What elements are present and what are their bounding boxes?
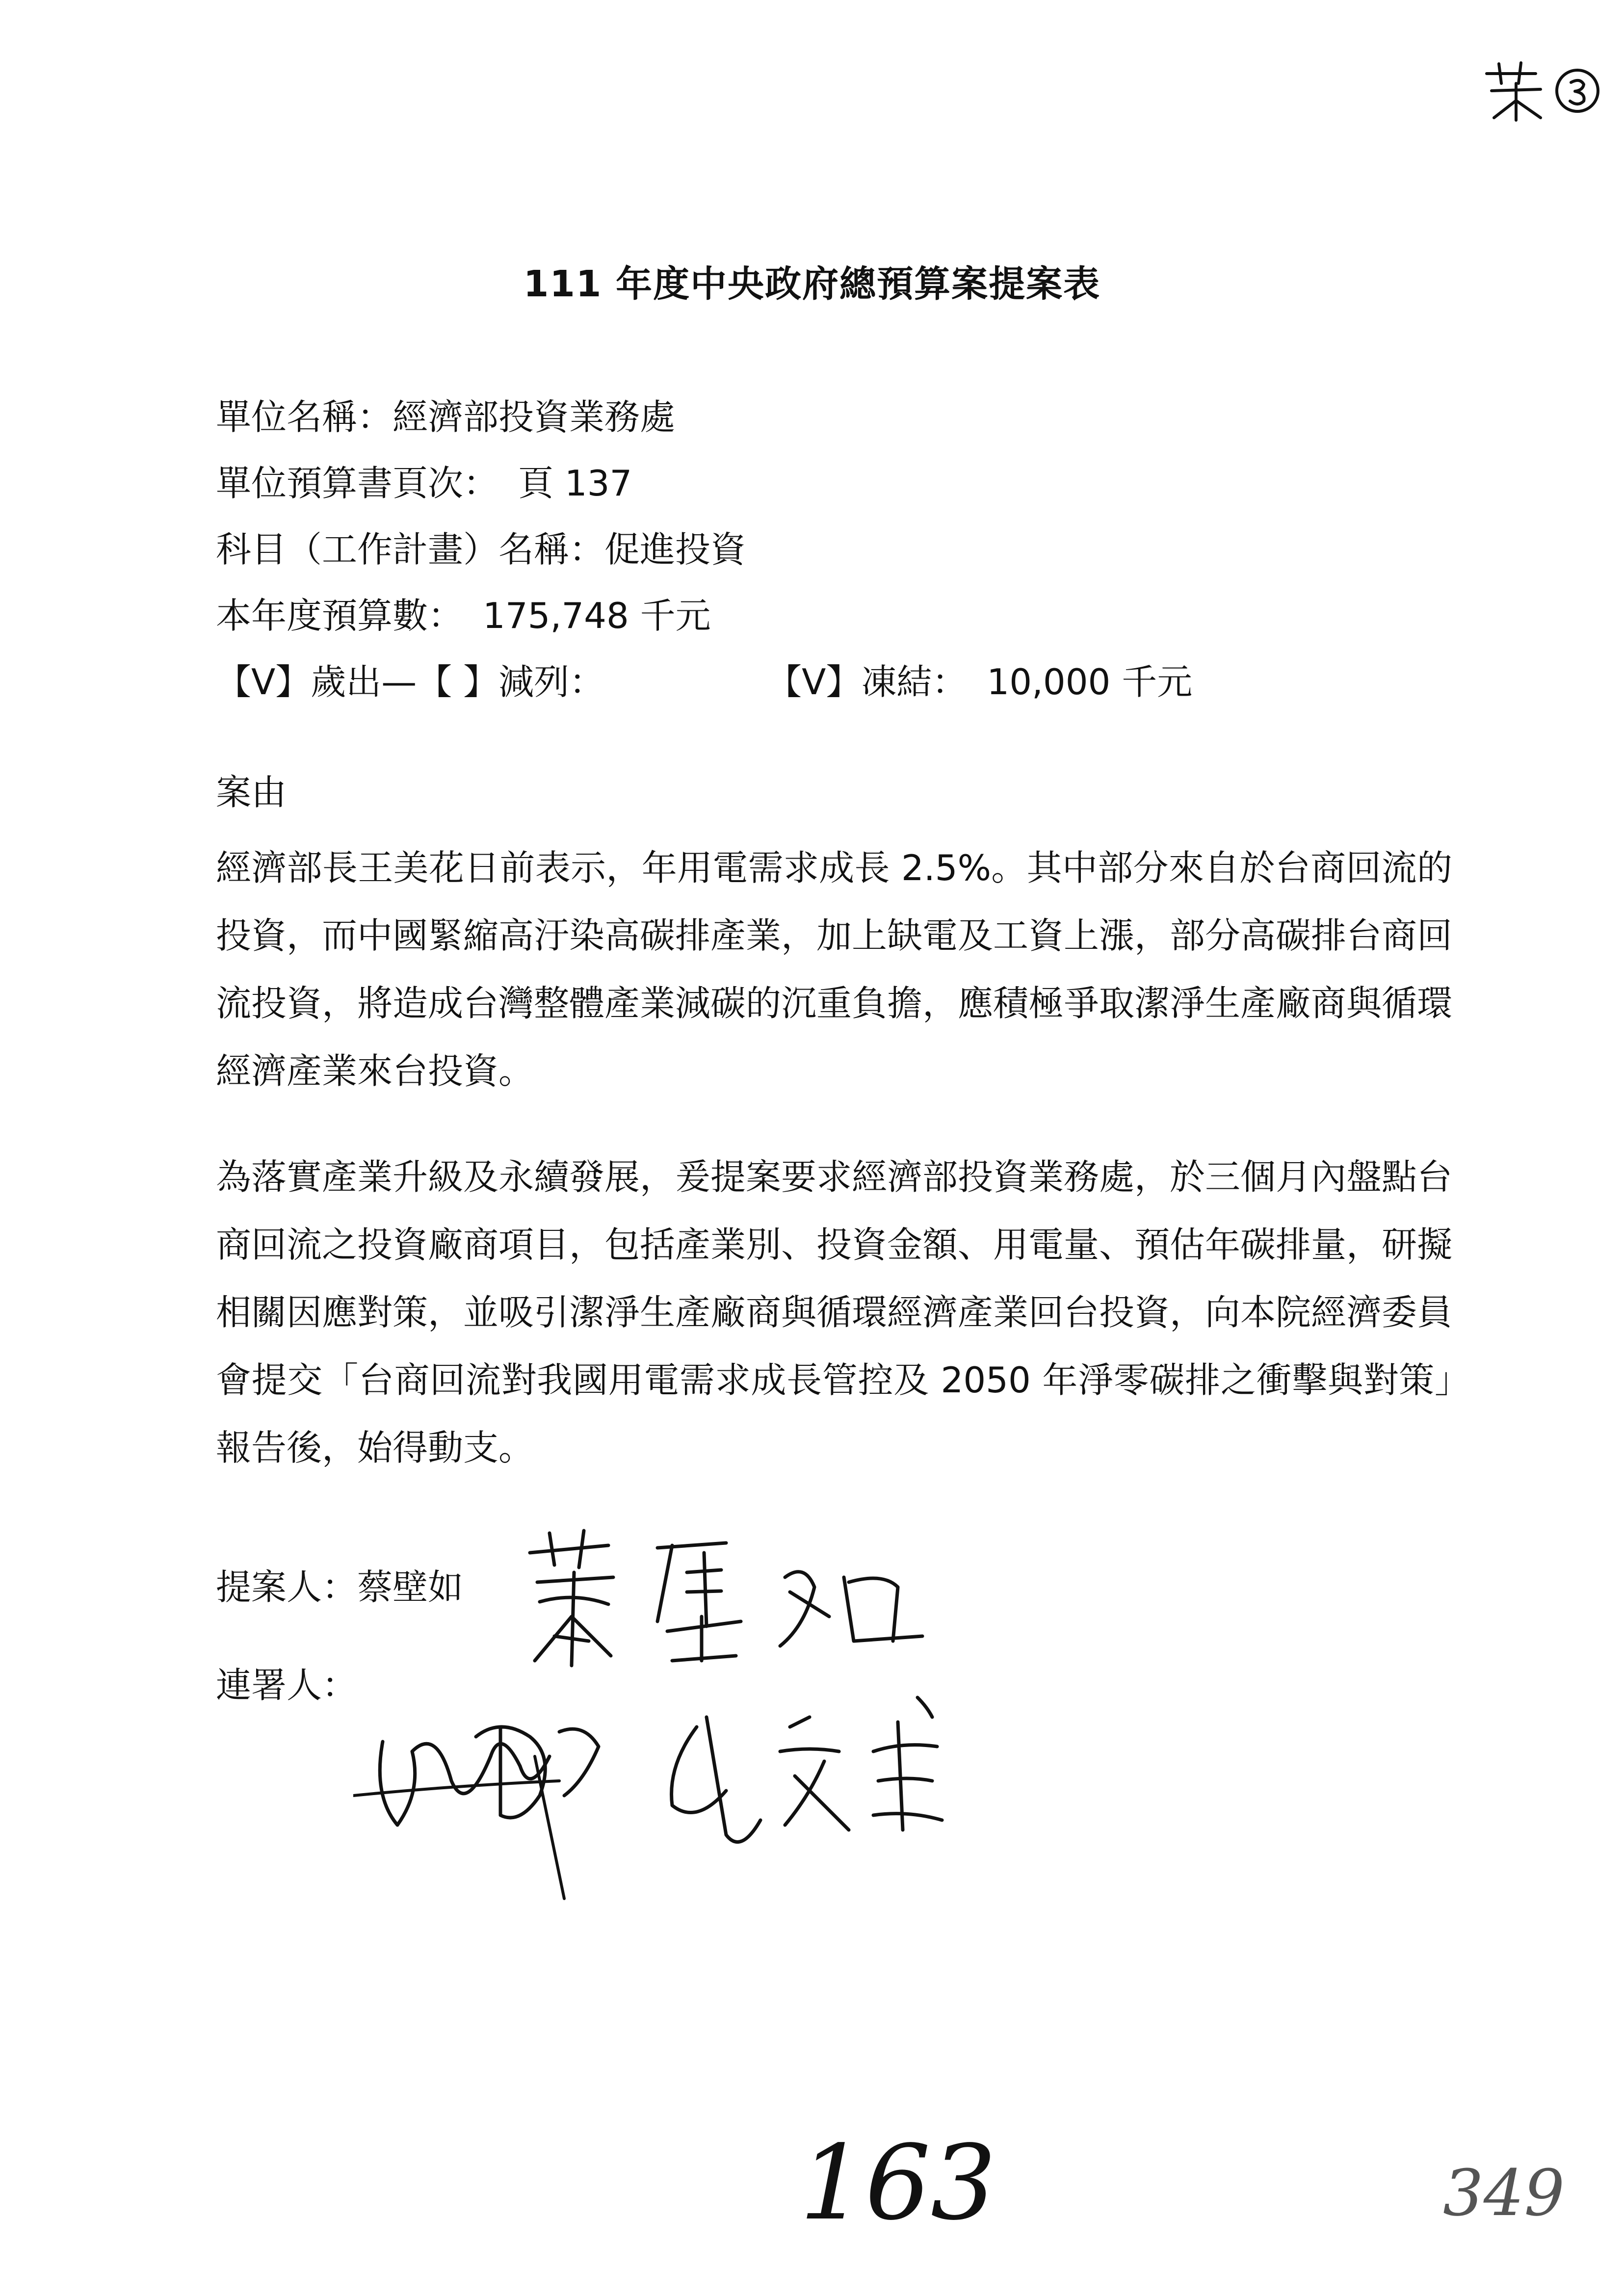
unit-name-label: 單位名稱：: [216, 396, 393, 438]
work-plan-line: [216, 525, 746, 574]
reduce-checkbox-label: 【 】減列：: [417, 661, 605, 703]
reason-paragraph-2: 為落實產業升級及永續發展，爰提案要求經濟部投資業務處，於三個月內盤點台商回流之投資廠商項目，包括產業別、投資金額、用電量、預估年碳排量，研擬相關因應對策，並吸引潔淨生產廠商與循環經濟產業回台投資，向本院經濟委員會提交「台商回流對我國用電需求成長管控及 2050 年淨零碳排之衝擊與對策」報告後，始得動支。: [216, 1156, 1453, 1468]
proposer-line: [216, 1563, 463, 1612]
proposer-label: 提案人：: [216, 1566, 358, 1608]
archive-number: [1423, 2154, 1585, 2237]
unit-name-line: [216, 392, 675, 442]
cosigner-signatures: [353, 1668, 1089, 1904]
unit-name-value: 經濟部投資業務處: [393, 396, 676, 438]
cosigner-label: 連署人：: [216, 1665, 358, 1706]
budget-page-line: [216, 459, 632, 508]
budget-page-value: 頁 137: [518, 463, 632, 504]
page-number: [775, 2124, 1021, 2252]
work-plan-value: 促進投資: [604, 529, 746, 570]
freeze-amount: 10,000 千元: [987, 661, 1193, 703]
page-number-text: 163: [799, 2123, 996, 2243]
annual-budget-label: 本年度預算數：: [216, 595, 464, 636]
page-title: 111 年度中央政府總預算案提案表: [523, 263, 1101, 305]
work-plan-label: 科目（工作計畫）名稱：: [216, 529, 605, 570]
corner-handwritten-mark: [1477, 54, 1604, 128]
cosigner-line: [216, 1661, 357, 1710]
budget-page-label: 單位預算書頁次：: [216, 463, 499, 504]
reason-paragraph-1: 經濟部長王美花日前表示，年用電需求成長 2.5%。其中部分來自於台商回流的投資，而中國緊縮高汙染高碳排產業，加上缺電及工資上漲，部分高碳排台商回流投資，將造成台灣整體產業減碳的沉重負擔，應積極爭取潔淨生產廠商與循環經濟產業來台投資。: [216, 847, 1453, 1092]
archive-number-text: 349: [1442, 2156, 1565, 2230]
proposer-signature: [510, 1518, 942, 1680]
expense-checkbox-label: 【V】歲出—: [216, 661, 417, 703]
proposer-name: 蔡壁如: [357, 1566, 464, 1608]
freeze-checkbox-label: 【V】凍結：: [766, 661, 968, 703]
reason-heading: 案由: [216, 772, 287, 813]
annual-budget-line: [216, 591, 711, 640]
annual-budget-value: 175,748 千元: [483, 595, 711, 636]
proposal-type-line: [216, 657, 1192, 706]
